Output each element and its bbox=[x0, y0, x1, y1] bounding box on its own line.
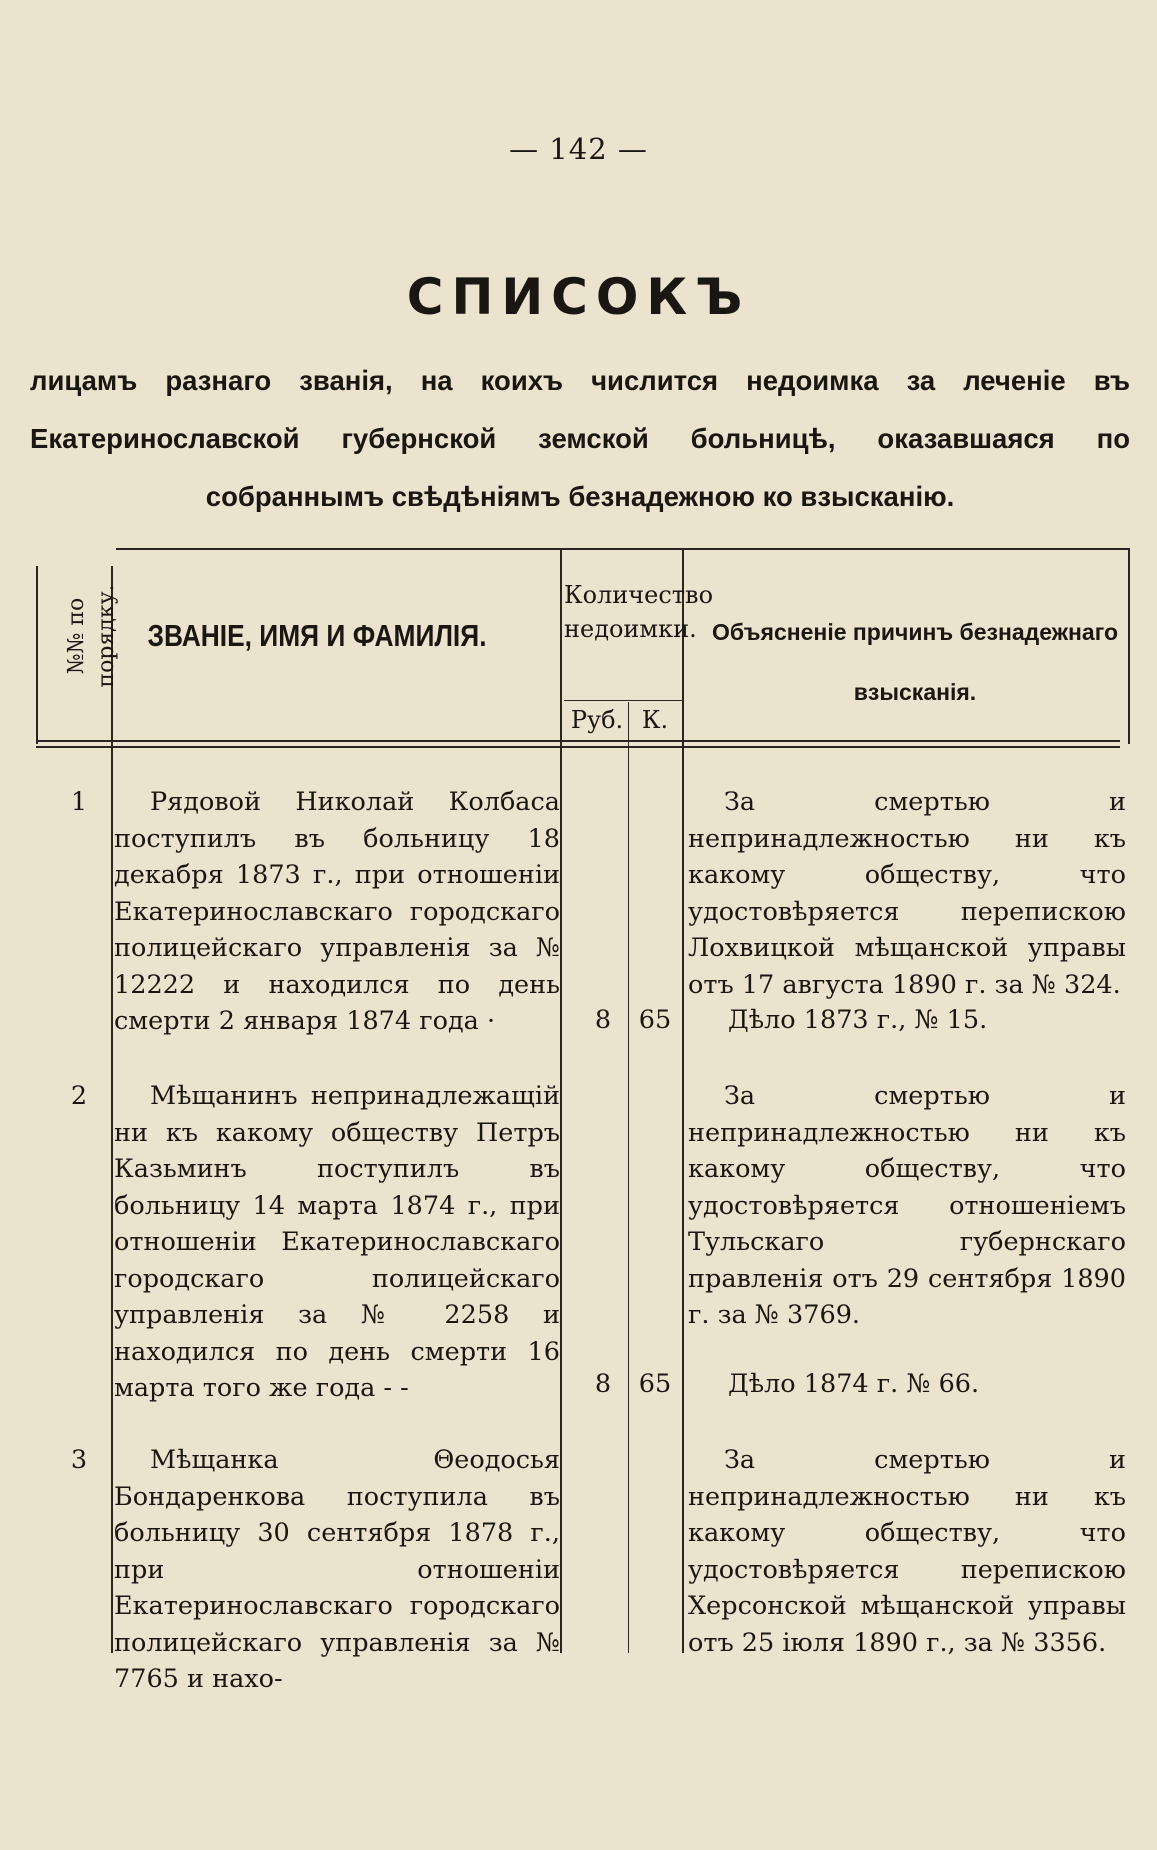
col-rule-4 bbox=[682, 548, 684, 1653]
row-3-name: Мѣщанка Θеодосья Бондаренкова поступила въ больницу 30 сентября 1878 г., при отношеніи Екатеринославскаго городскаго полицейскаго управленія за № 7765 и нахо- bbox=[114, 1445, 560, 1694]
header-kop: К. bbox=[641, 706, 669, 734]
row-1-kop: 65 bbox=[638, 1005, 672, 1035]
amount-subrule bbox=[564, 700, 682, 701]
header-explanation: Объясненіе причинъ безнадежнаго взысканія. bbox=[711, 619, 1119, 705]
header-bottom-rule-2 bbox=[36, 746, 1120, 748]
page-number: — 142 — bbox=[509, 132, 648, 166]
row-2-case: Дѣло 1874 г. № 66. bbox=[728, 1369, 980, 1399]
row-2-name: Мѣщанинъ непринадлежащій ни къ какому обществу Петръ Казьминъ поступилъ въ больницу 14 марта 1874 г., при отношеніи Екатеринославскаго городскаго полицейскаго управленія за № 2258 и находился по день смерти 16 марта того же года - - bbox=[114, 1081, 560, 1403]
row-2-rub: 8 bbox=[594, 1369, 612, 1399]
row-3-explanation: За смертью и непринадлежностью ни къ какому обществу, что удостовѣряется перепискою Херсонской мѣщанской управы отъ 25 іюля 1890 г., за № 3356. bbox=[688, 1445, 1126, 1658]
row-2-kop: 65 bbox=[638, 1369, 672, 1399]
header-amount: Количество недоимки. bbox=[564, 581, 714, 643]
table-left-rule bbox=[36, 566, 38, 744]
col-rule-3 bbox=[628, 702, 629, 1653]
row-1-rub: 8 bbox=[594, 1005, 612, 1035]
header-rub: Руб. bbox=[570, 706, 624, 734]
debt-table bbox=[36, 548, 1130, 1694]
row-1-explanation: За смертью и непринадлежностью ни къ какому обществу, что удостовѣряется перепискою Лохвицкой мѣщанской управы отъ 17 августа 1890 г. за № 324. bbox=[688, 787, 1126, 1000]
row-2-explanation: За смертью и непринадлежностью ни къ какому обществу, что удостовѣряется отношеніемъ Тульскаго губернскаго правленія отъ 29 сентября 1890 г. за № 3769. bbox=[688, 1081, 1126, 1330]
row-1-case: Дѣло 1873 г., № 15. bbox=[728, 1005, 988, 1035]
document-subtitle: лицамъ разнаго званія, на коихъ числится недоимка за леченіе въ Екатеринославской губернской земской больницѣ, оказавшаяся по собраннымъ свѣдѣніямъ безнадежною ко взысканію. bbox=[30, 365, 1130, 512]
document-title: СПИСОКЪ bbox=[406, 268, 751, 326]
row-2-number: 2 bbox=[70, 1081, 88, 1111]
header-number-text: №№ по порядку. bbox=[64, 584, 119, 688]
header-name: ЗВАНІЕ, ИМЯ И ФАМИЛІЯ. bbox=[147, 618, 487, 653]
row-3-number: 3 bbox=[70, 1445, 88, 1475]
row-1-name: Рядовой Николай Колбаса поступилъ въ больницу 18 декабря 1873 г., при отношеніи Екатеринославскаго городскаго полицейскаго управленія за № 12222 и находился по день смерти 2 января 1874 года · bbox=[114, 787, 560, 1036]
header-number bbox=[40, 556, 144, 716]
col-rule-2 bbox=[560, 548, 562, 1653]
header-bottom-rule bbox=[36, 740, 1120, 742]
table-top-rule bbox=[116, 548, 1130, 550]
row-1-number: 1 bbox=[70, 787, 88, 817]
